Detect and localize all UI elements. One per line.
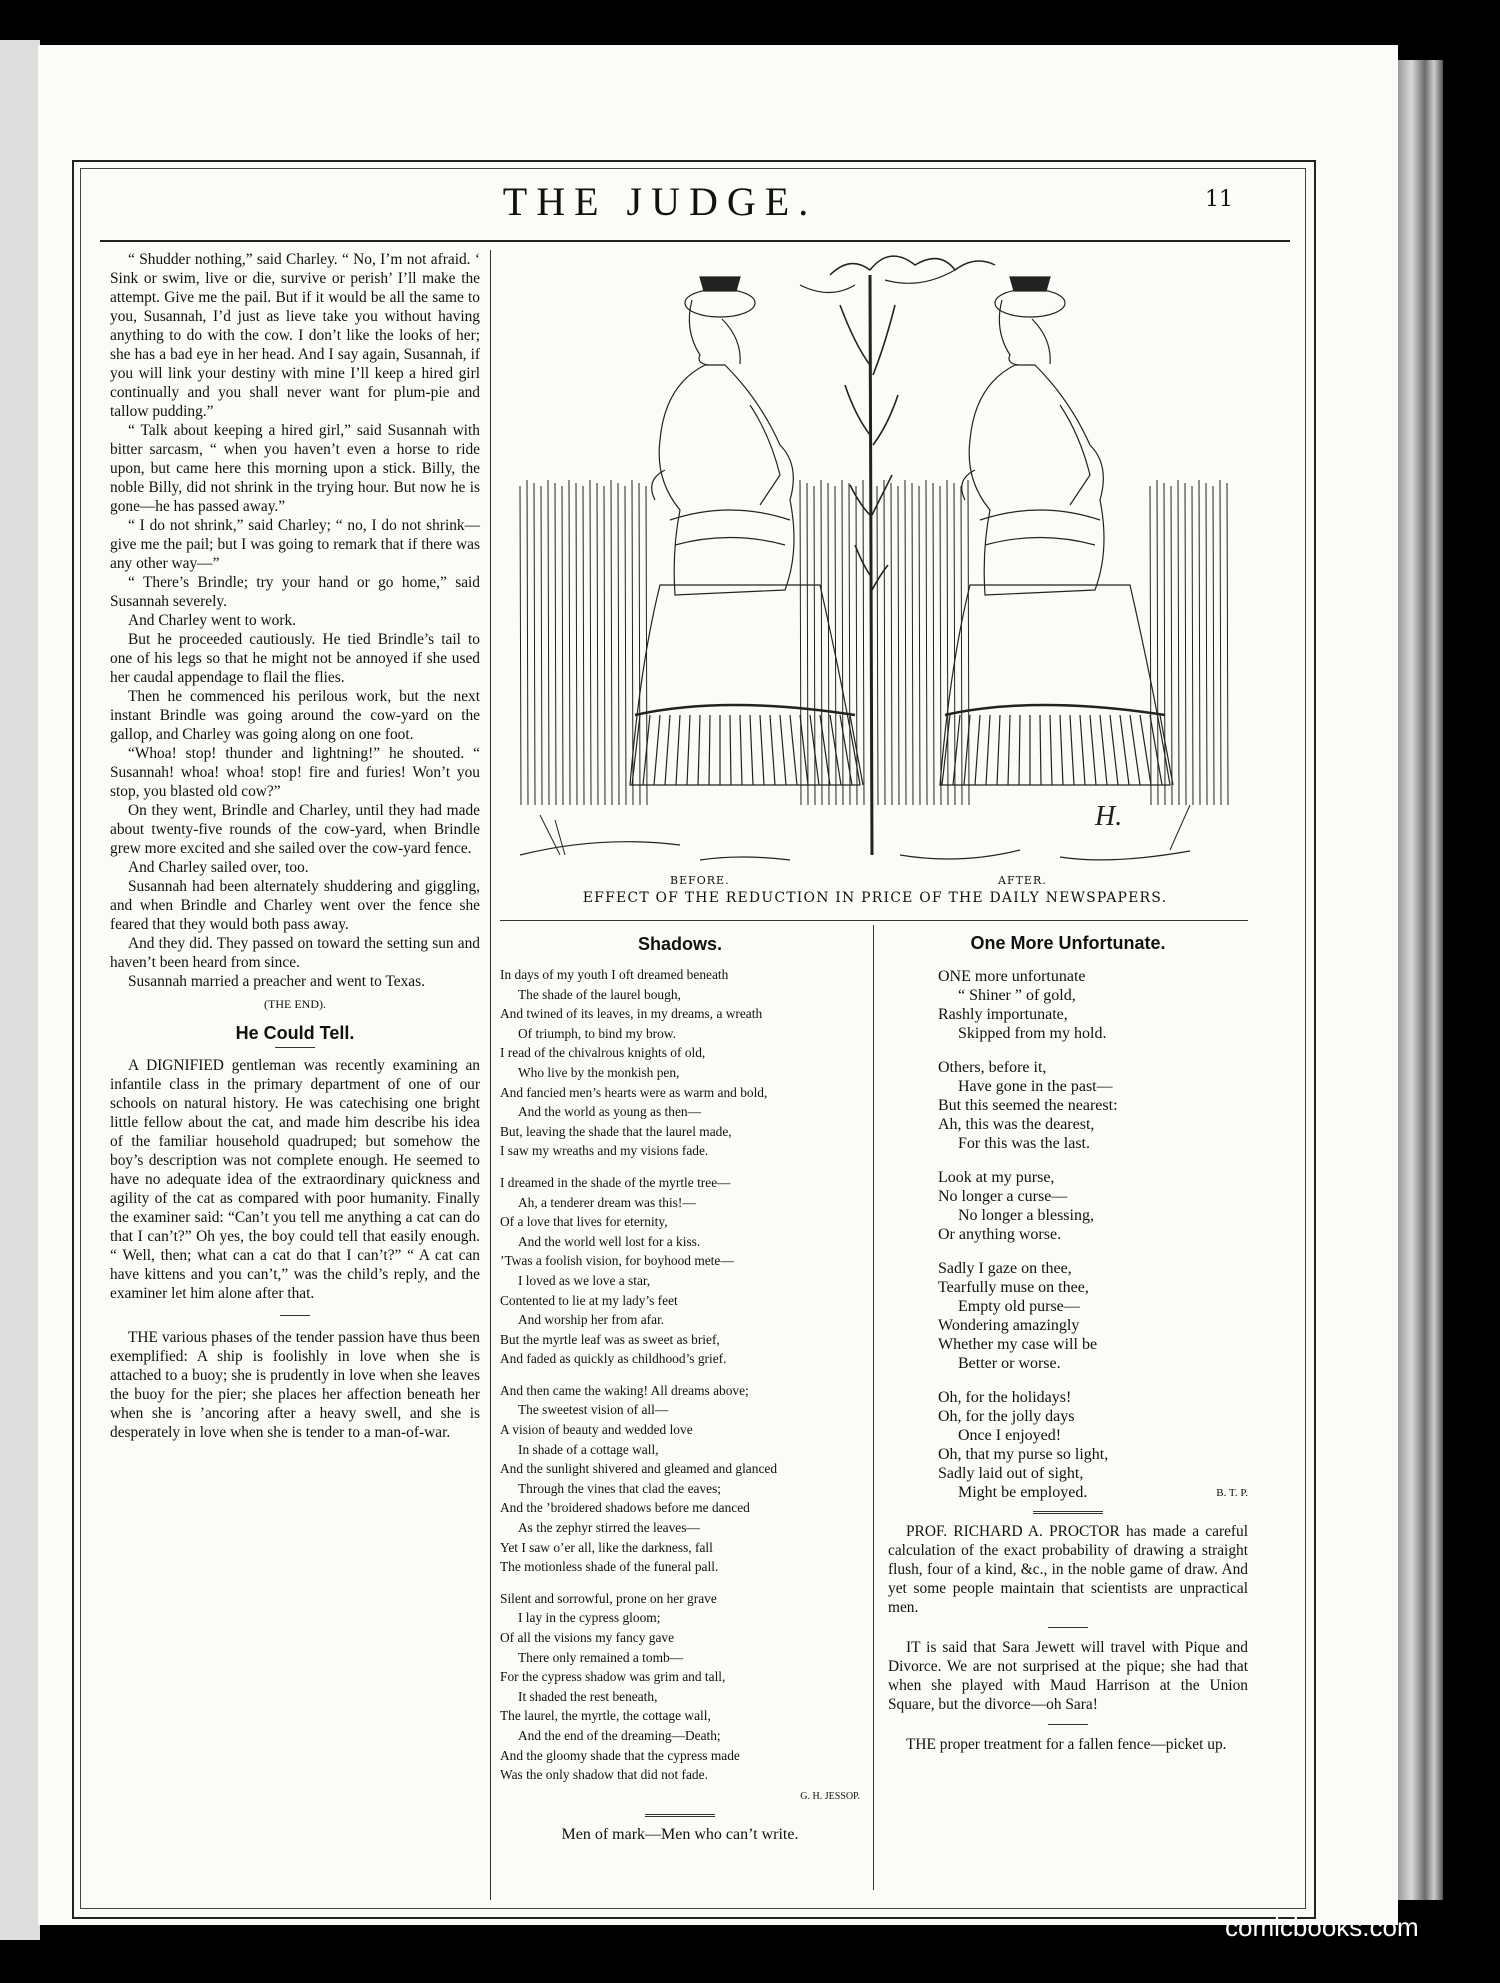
masthead-rule — [100, 240, 1290, 242]
poem-line: It shaded the rest beneath, — [518, 1688, 658, 1704]
news-item: PROF. RICHARD A. PROCTOR has made a careful calculation of the exact probability of drawing a straight flush, four of a kind, &c., in the noble game of draw. And yet some people maintain that scientists are unpractical men. — [888, 1523, 1248, 1616]
story-paragraph: Susannah had been alternately shuddering and giggling, and when Brindle and Charley went over the fence she feared that they would both pass away. — [110, 878, 480, 933]
story-paragraph: And they did. They passed on toward the setting sun and haven’t been heard from since. — [110, 935, 480, 971]
watermark-text: comicbooks.com — [1225, 1912, 1419, 1942]
left-column — [110, 250, 480, 1442]
poem-line: Wondering amazingly — [938, 1317, 1080, 1334]
poem-line: And the ’broidered shadows before me danced — [500, 1500, 750, 1516]
poem-line: Oh, for the jolly days — [938, 1408, 1075, 1425]
poem-signature: G. H. JESSOP. — [800, 1790, 860, 1802]
poem-line: But the myrtle leaf was as sweet as brief, — [500, 1331, 720, 1347]
news-item: IT is said that Sara Jewett will travel with Pique and Divorce. We are not surprised at the pique; she had that when she played with Maud Harrison at the Union Square, but the divorce—oh Sara! — [888, 1639, 1248, 1713]
story-paragraph: “ Talk about keeping a hired girl,” said Susannah with bitter sarcasm, “ when you haven’t even a horse to ride upon, but came here this morning upon a stick. Billy, the noble Billy, did not shrink in the trying hour. But now he is gone—he has passed away.” — [110, 422, 480, 515]
column-rule — [490, 250, 491, 1900]
poem-line: And then came the waking! All dreams above; — [500, 1382, 749, 1398]
the-end-mark: (THE END). — [264, 997, 326, 1011]
page-number: 11 — [1205, 187, 1233, 212]
poem-line: A vision of beauty and wedded love — [500, 1422, 693, 1438]
poem-line: Better or worse. — [958, 1355, 1061, 1372]
poem-line: Oh, for the holidays! — [938, 1389, 1072, 1406]
page-stack-edge — [1398, 60, 1443, 1900]
story-paragraph: “ There’s Brindle; try your hand or go home,” said Susannah severely. — [110, 574, 480, 610]
poem-shadows-title: Shadows. — [637, 934, 722, 954]
poem-line: Others, before it, — [938, 1059, 1047, 1076]
poem-line: I read of the chivalrous knights of old, — [500, 1045, 706, 1061]
poem-line: Yet I saw o’er all, like the darkness, fall — [500, 1539, 713, 1555]
poem-line: Whether my case will be — [938, 1336, 1098, 1353]
double-rule — [645, 1814, 715, 1817]
poem-line: The laurel, the myrtle, the cottage wall, — [500, 1708, 711, 1724]
poem-line: Or anything worse. — [938, 1226, 1062, 1243]
cartoon-illustration — [500, 245, 1245, 875]
story-paragraph: Susannah married a preacher and went to Texas. — [128, 973, 425, 990]
poem-line: Empty old purse— — [958, 1298, 1080, 1315]
poem-line: And faded as quickly as childhood’s grief. — [500, 1351, 727, 1367]
poem-unfortunate — [888, 967, 1248, 1502]
poem-line: As the zephyr stirred the leaves— — [518, 1520, 700, 1536]
poem-shadows — [500, 965, 860, 1845]
poem-line: And the world as young as then— — [518, 1104, 701, 1120]
poem-line: Silent and sorrowful, prone on her grave — [500, 1590, 717, 1606]
story-text — [110, 250, 480, 991]
separator-rule — [280, 1315, 310, 1316]
poem-line: But, leaving the shade that the laurel made, — [500, 1123, 732, 1139]
poem-line: Rashly importunate, — [938, 1006, 1068, 1023]
poem-line: I lay in the cypress gloom; — [518, 1610, 661, 1626]
story-paragraph: “Whoa! stop! thunder and lightning!” he shouted. “ Susannah! whoa! whoa! stop! fire and furies! Won’t you stop, you blasted old cow?” — [110, 745, 480, 800]
masthead-title: THE JUDGE. — [502, 179, 818, 224]
facing-page-edge — [0, 40, 40, 1940]
poem-line: Sadly laid out of sight, — [938, 1465, 1084, 1482]
article-title: He Could Tell. — [235, 1023, 355, 1043]
poem-line: The sweetest vision of all— — [518, 1402, 669, 1418]
column-rule — [873, 925, 874, 1890]
poem-line: But this seemed the nearest: — [938, 1097, 1118, 1114]
poem-line: There only remained a tomb— — [518, 1649, 684, 1665]
poem-line: In days of my youth I oft dreamed beneath — [500, 967, 729, 982]
poem-line: Sadly I gaze on thee, — [938, 1260, 1072, 1277]
story-paragraph: On they went, Brindle and Charley, until they had made about twenty-five rounds of the cow-yard, when Brindle grew more excited and she sailed over the cow-yard fence. — [110, 802, 480, 857]
poem-line: The shade of the laurel bough, — [518, 986, 681, 1002]
story-paragraph: Then he commenced his perilous work, but the next instant Brindle was going around the cow-yard on the gallop, and Charley was going along on one foot. — [110, 688, 480, 743]
news-item: THE proper treatment for a fallen fence—picket up. — [906, 1736, 1227, 1753]
poem-line: Of a love that lives for eternity, — [500, 1214, 668, 1230]
poem-line: The motionless shade of the funeral pall. — [500, 1559, 719, 1575]
section-rule — [500, 920, 1248, 921]
poem-line: I saw my wreaths and my visions fade. — [500, 1143, 709, 1159]
poem-line: And twined of its leaves, in my dreams, a wreath — [500, 1006, 763, 1022]
poem-line: Who live by the monkish pen, — [518, 1064, 680, 1080]
poem-unfortunate-title: One More Unfortunate. — [970, 933, 1166, 953]
poem-line: Look at my purse, — [938, 1169, 1055, 1186]
story-paragraph: “ Shudder nothing,” said Charley. “ No, I’m not afraid. ‘ Sink or swim, live or die, survive or perish’ I’ll make the attempt. Give me the pail. But if it would be all the same to you, Susannah, I’d just as lieve take you without having anything to do with the cow. I don’t like the looks of her; she has a bad eye in her head. And I say again, Susannah, if you will link your destiny with mine I’ll keep a hired girl continually and you shall never want for plum-pie and tallow pudding.” — [110, 251, 480, 420]
story-paragraph: But he proceeded cautiously. He tied Brindle’s tail to one of his legs so that he might not be annoyed if she used her caudal appendage to flail the flies. — [110, 631, 480, 686]
title-rule — [275, 1047, 315, 1048]
poem-line: I loved as we love a star, — [518, 1272, 651, 1288]
cartoon-caption: EFFECT OF THE REDUCTION IN PRICE OF THE DAILY NEWSPAPERS. — [582, 890, 1168, 906]
poem-line: Contented to lie at my lady’s feet — [500, 1292, 678, 1308]
ground-lines — [520, 842, 1190, 860]
poem-line: No longer a curse— — [938, 1188, 1068, 1205]
poem-line: I dreamed in the shade of the myrtle tree— — [500, 1174, 731, 1190]
article-paragraph: A DIGNIFIED gentleman was recently examining an infantile class in the primary department of one of our schools on natural history. He was catechising one bright little fellow about the cat, and made him describe his idea of the familiar household quadruped; but somehow the boy’s description was not complete enough. He seemed to have no adequate idea of the extraordinary quickness and agility of the cat as compared with poor humanity. Finally the examiner said: “Can’t you tell me anything a cat can do that I can’t?” Oh yes, the boy could tell that easily enough. “ Well, then; what can a cat do that I can’t?” “ A cat can have kittens and you can’t,” was the child’s reply, and the examiner let him alone after that. — [110, 1057, 480, 1302]
label-after: AFTER. — [998, 874, 1047, 887]
story-paragraph: And Charley sailed over, too. — [128, 859, 309, 876]
poem-line: Ah, this was the dearest, — [938, 1116, 1095, 1133]
poem-line: “ Shiner ” of gold, — [958, 987, 1076, 1004]
poem-signature: B. T. P. — [1216, 1487, 1248, 1499]
artist-signature: H. — [1095, 801, 1123, 832]
poem-line: Oh, that my purse so light, — [938, 1446, 1109, 1463]
poem-line: And the world well lost for a kiss. — [518, 1233, 701, 1249]
poem-line: Of all the visions my fancy gave — [500, 1630, 675, 1645]
poem-line: Have gone in the past— — [958, 1078, 1113, 1095]
poem-line: For this was the last. — [958, 1135, 1090, 1152]
poem-line: Tearfully muse on thee, — [938, 1279, 1089, 1296]
poem-line: In shade of a cottage wall, — [518, 1441, 659, 1457]
article-paragraph: THE various phases of the tender passion have thus been exemplified: A ship is foolishly in love when she is attached to a buoy; she is prudently in love when she leaves the buoy for the pier; she places her affection beneath her when she is ’ancoring after a heavy swell, and she is desperately in love when she is tender to a man-of-war. — [110, 1329, 480, 1441]
poem-line: ONE more unfortunate — [938, 968, 1086, 985]
poem-line: Through the vines that clad the eaves; — [518, 1480, 722, 1496]
label-before: BEFORE. — [670, 874, 730, 887]
epigram: Men of mark—Men who can’t write. — [561, 1826, 799, 1844]
poem-line: And fancied men’s hearts were as warm and bold, — [500, 1084, 768, 1100]
fence-hatching — [520, 480, 1228, 805]
poem-line: Ah, a tenderer dream was this!— — [518, 1194, 696, 1210]
poem-line: And the end of the dreaming—Death; — [518, 1727, 721, 1743]
separator-rule — [1048, 1627, 1088, 1628]
poem-line: Might be employed. — [958, 1484, 1088, 1501]
poem-line: Was the only shadow that did not fade. — [500, 1767, 708, 1783]
poem-line: No longer a blessing, — [958, 1207, 1094, 1224]
story-paragraph: “ I do not shrink,” said Charley; “ no, I do not shrink—give me the pail; but I was going to remark that if there was any other way—” — [110, 517, 480, 572]
poem-line: And the gloomy shade that the cypress made — [500, 1747, 740, 1763]
poem-line: Once I enjoyed! — [958, 1427, 1062, 1444]
story-paragraph: And Charley went to work. — [128, 612, 296, 629]
right-column — [888, 930, 1248, 1754]
poem-line: Of triumph, to bind my brow. — [518, 1025, 676, 1041]
poem-line: For the cypress shadow was grim and tall, — [500, 1669, 726, 1685]
woman-after-figure — [940, 277, 1173, 785]
poem-line: ’Twas a foolish vision, for boyhood mete— — [500, 1253, 734, 1269]
poem-line: And worship her from afar. — [518, 1312, 665, 1328]
separator-rule — [1048, 1724, 1088, 1725]
double-rule — [1033, 1511, 1103, 1514]
poem-line: And the sunlight shivered and gleamed and glanced — [500, 1461, 778, 1477]
poem-line: Skipped from my hold. — [958, 1025, 1107, 1042]
